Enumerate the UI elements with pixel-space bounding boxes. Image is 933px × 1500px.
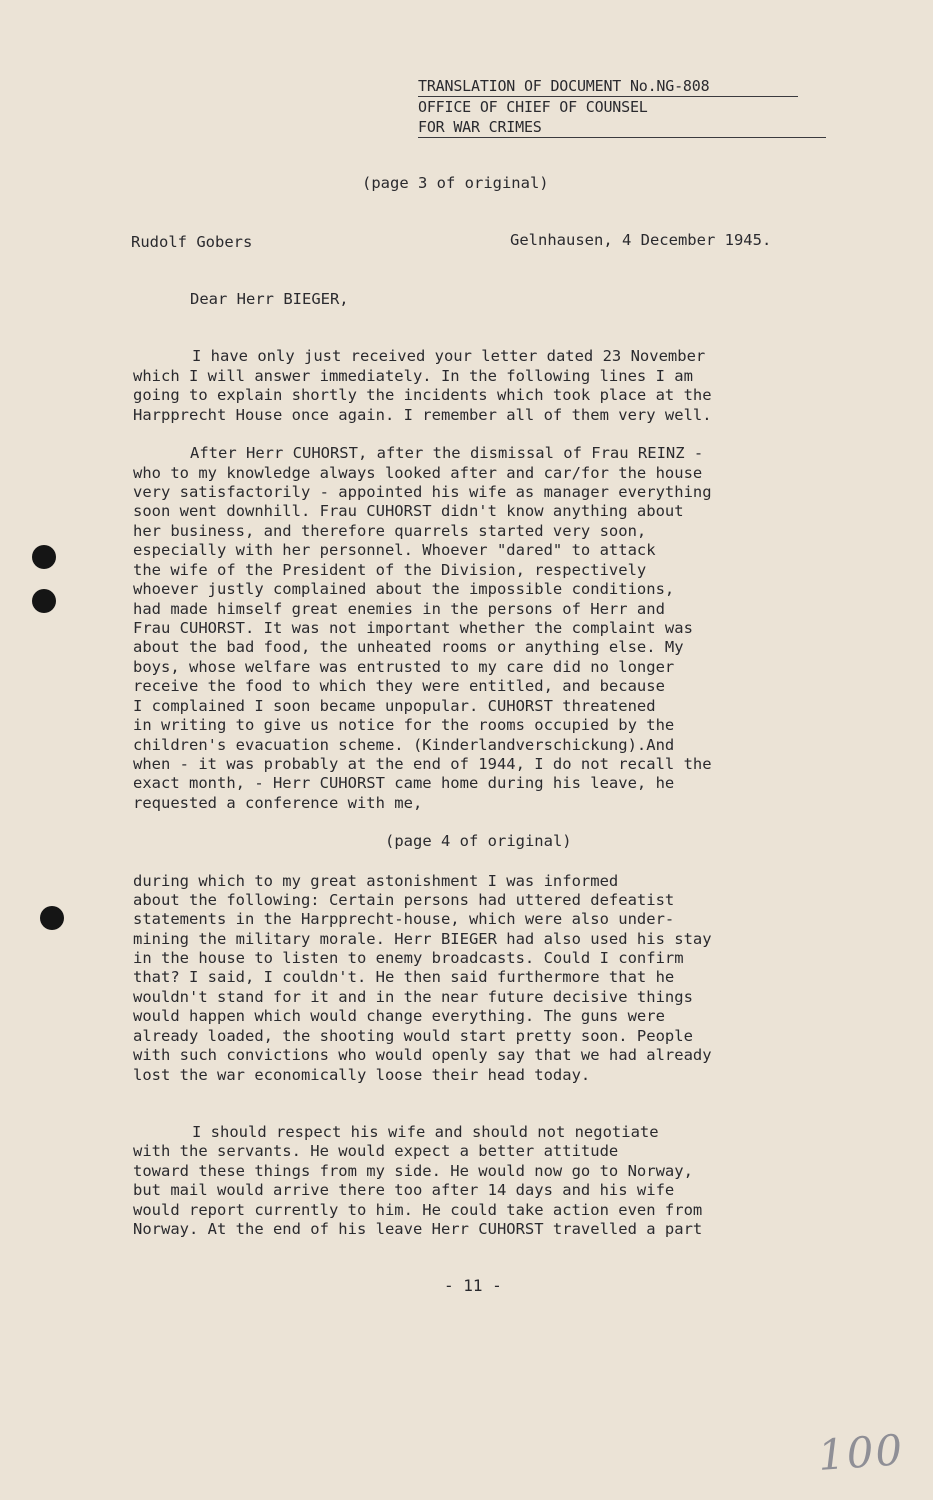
text-line: soon went downhill. Frau CUHORST didn't know anything about xyxy=(133,502,684,520)
text-line: especially with her personnel. Whoever "dared" to attack xyxy=(133,541,656,559)
header-division: FOR WAR CRIMES xyxy=(418,117,826,138)
text-line: very satisfactorily - appointed his wife as manager everything xyxy=(133,483,712,501)
text-line: would happen which would change everything. The guns were xyxy=(133,1007,665,1025)
text-line: already loaded, the shooting would start pretty soon. People xyxy=(133,1027,693,1045)
page-marker-original-3: (page 3 of original) xyxy=(362,174,549,192)
text-line: her business, and therefore quarrels started very soon, xyxy=(133,522,647,540)
text-line: which I will answer immediately. In the following lines I am xyxy=(133,367,693,385)
text-line: when - it was probably at the end of 1944, I do not recall the xyxy=(133,755,712,773)
text-line: whoever justly complained about the impossible conditions, xyxy=(133,580,675,598)
text-line: Harpprecht House once again. I remember all of them very well. xyxy=(133,406,712,424)
page-number: - 11 - xyxy=(444,1276,502,1295)
document-header xyxy=(418,76,828,138)
text-line: in the house to listen to enemy broadcasts. Could I confirm xyxy=(133,949,684,967)
text-line: that? I said, I couldn't. He then said furthermore that he xyxy=(133,968,675,986)
text-line: Norway. At the end of his leave Herr CUHORST travelled a part xyxy=(133,1220,703,1238)
text-line: mining the military morale. Herr BIEGER had also used his stay xyxy=(133,930,712,948)
text-line: with such convictions who would openly say that we had already xyxy=(133,1046,712,1064)
text-line: during which to my great astonishment I was informed xyxy=(133,872,619,890)
text-line: about the following: Certain persons had uttered defeatist xyxy=(133,891,675,909)
text-line: who to my knowledge always looked after and car/for the house xyxy=(133,464,703,482)
text-line: but mail would arrive there too after 14 days and his wife xyxy=(133,1181,675,1199)
text-line: the wife of the President of the Division, respectively xyxy=(133,561,647,579)
text-line: would report currently to him. He could take action even from xyxy=(133,1201,703,1219)
text-line: statements in the Harpprecht-house, which were also under- xyxy=(133,910,675,928)
text-line: Frau CUHORST. It was not important whether the complaint was xyxy=(133,619,693,637)
text-line: children's evacuation scheme. (Kinderlandverschickung).And xyxy=(133,736,675,754)
text-line: exact month, - Herr CUHORST came home during his leave, he xyxy=(133,774,675,792)
text-line: lost the war economically loose their head today. xyxy=(133,1066,591,1084)
sender-name: Rudolf Gobers xyxy=(131,233,253,251)
text-line: had made himself great enemies in the persons of Herr and xyxy=(133,600,665,618)
punch-hole-icon xyxy=(40,906,64,930)
place-date: Gelnhausen, 4 December 1945. xyxy=(510,231,772,249)
header-office: OFFICE OF CHIEF OF COUNSEL xyxy=(418,98,648,116)
text-line: I have only just received your letter dated 23 November xyxy=(192,347,706,365)
text-line: toward these things from my side. He would now go to Norway, xyxy=(133,1162,693,1180)
text-line: going to explain shortly the incidents which took place at the xyxy=(133,386,712,404)
text-line: boys, whose welfare was entrusted to my care did no longer xyxy=(133,658,675,676)
text-line: receive the food to which they were entitled, and because xyxy=(133,677,665,695)
text-line: After Herr CUHORST, after the dismissal of Frau REINZ - xyxy=(190,444,704,462)
text-line: I complained I soon became unpopular. CUHORST threatened xyxy=(133,697,656,715)
salutation: Dear Herr BIEGER, xyxy=(190,290,349,308)
text-line: requested a conference with me, xyxy=(133,794,423,812)
page-marker-original-4: (page 4 of original) xyxy=(385,832,572,850)
text-line: I should respect his wife and should not negotiate xyxy=(192,1123,659,1141)
punch-hole-icon xyxy=(32,589,56,613)
handwritten-folio-number: 100 xyxy=(816,1425,906,1480)
text-line: about the bad food, the unheated rooms or anything else. My xyxy=(133,638,684,656)
punch-hole-icon xyxy=(32,545,56,569)
text-line: wouldn't stand for it and in the near future decisive things xyxy=(133,988,693,1006)
text-line: in writing to give us notice for the rooms occupied by the xyxy=(133,716,675,734)
text-line: with the servants. He would expect a better attitude xyxy=(133,1142,619,1160)
header-title: TRANSLATION OF DOCUMENT No.NG-808 xyxy=(418,76,798,97)
